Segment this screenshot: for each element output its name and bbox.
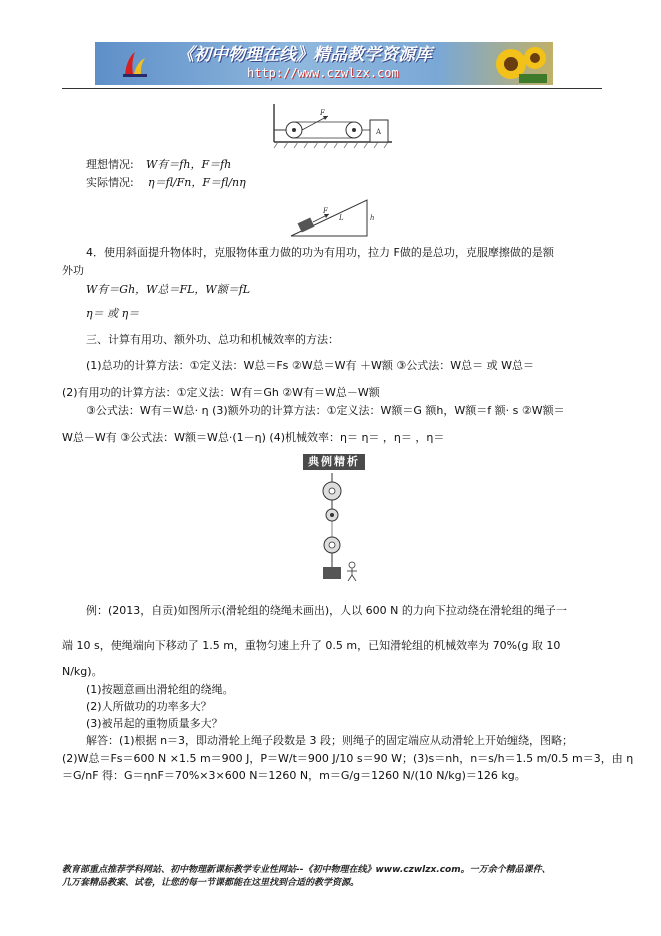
- incline-force-label: F: [323, 207, 328, 215]
- incline-height-label: h: [370, 214, 375, 222]
- site-logo-icon: [121, 48, 149, 78]
- pulley-block-label: A: [376, 128, 382, 136]
- actual-formula: η＝fl/Fn，F＝fl/nη: [148, 176, 246, 189]
- item4-formula1: W有＝Gh，W总＝FL，W额＝fL: [86, 283, 251, 296]
- banner-url: http://www.czwlzx.com: [247, 66, 399, 80]
- footer-line1: 教育部重点推荐学科网站、初中物理新课标教学专业性网站--《初中物理在线》www.czwlzx.com。一万余个精品课件、: [62, 865, 551, 875]
- item4-line1: 4．使用斜面提升物体时，克服物体重力做的功为有用功，拉力 F做的是总功，克服摩擦做的是额: [86, 246, 554, 259]
- item4-line2: 外功: [62, 264, 84, 277]
- header-banner: [95, 42, 553, 85]
- question-3: (3)被吊起的重物质量多大？: [86, 717, 223, 730]
- item4-formula2: η＝ 或 η＝: [86, 307, 140, 320]
- example-line1: 例：(2013，自贡)如图所示(滑轮组的绕绳未画出)，人以 600 N 的力向下拉动绕在滑轮组的绳子一: [86, 604, 567, 617]
- answer-line2: (2)W总＝Fs＝600 N ×1.5 m＝900 J，P＝W/t＝900 J/10 s＝90 W；(3)s＝nh，n＝s/h＝1.5 m/0.5 m＝3，由 η: [62, 752, 634, 765]
- pulley-system-diagram: [316, 473, 360, 583]
- actual-label: 实际情况:: [86, 176, 134, 189]
- incline-length-label: L: [339, 214, 344, 222]
- example-line3: N/kg)。: [62, 665, 103, 678]
- footer-line2: 几万套精品教案、试卷，让您的每一节课都能在这里找到合适的教学资源。: [62, 878, 360, 888]
- sunflower-icon: [489, 44, 547, 83]
- example-section-header: 典例精析: [303, 454, 365, 470]
- example-line2: 端 10 s，使绳端向下移动了 1.5 m，重物匀速上升了 0.5 m，已知滑轮组的机械效率为 70%(g 取 10: [62, 639, 561, 652]
- section3-title: 三、计算有用功、额外功、总功和机械效率的方法：: [86, 333, 339, 346]
- pulley-diagram: [272, 104, 394, 150]
- ideal-formula: W有＝fh，F＝fh: [146, 158, 232, 171]
- question-2: (2)人所做功的功率多大？: [86, 700, 212, 713]
- section3-line2: (2)有用功的计算方法：①定义法：W有＝Gh ②W有＝W总－W额: [62, 386, 380, 399]
- header-divider: [62, 88, 602, 89]
- section3-line3: ③公式法：W有＝W总· η (3)额外功的计算方法：①定义法：W额＝G 额h，W额＝f 额· s ②W额＝: [86, 404, 565, 417]
- banner-title: 《初中物理在线》精品教学资源库: [177, 45, 432, 65]
- ideal-label: 理想情况:: [86, 158, 134, 171]
- answer-line3: ＝G/nF 得：G＝ηnF＝70%×3×600 N＝1260 N，m＝G/g＝1260 N/(10 N/kg)＝126 kg。: [62, 769, 526, 782]
- section3-line1: (1)总功的计算方法：①定义法：W总＝Fs ②W总＝W有 ＋W额 ③公式法：W总＝ 或 W总＝: [86, 359, 534, 372]
- incline-diagram: [289, 198, 377, 238]
- answer-line1: 解答：(1)根据 n＝3，即动滑轮上绳子段数是 3 段；则绳子的固定端应从动滑轮上开始缠绕，图略；: [86, 734, 574, 747]
- pulley-force-label: F: [320, 109, 325, 117]
- question-1: (1)按题意画出滑轮组的绕绳。: [86, 683, 234, 696]
- section3-line4: W总－W有 ③公式法：W额＝W总·(1－η) (4)机械效率：η＝ η＝ ，η＝ ，η＝: [62, 431, 445, 444]
